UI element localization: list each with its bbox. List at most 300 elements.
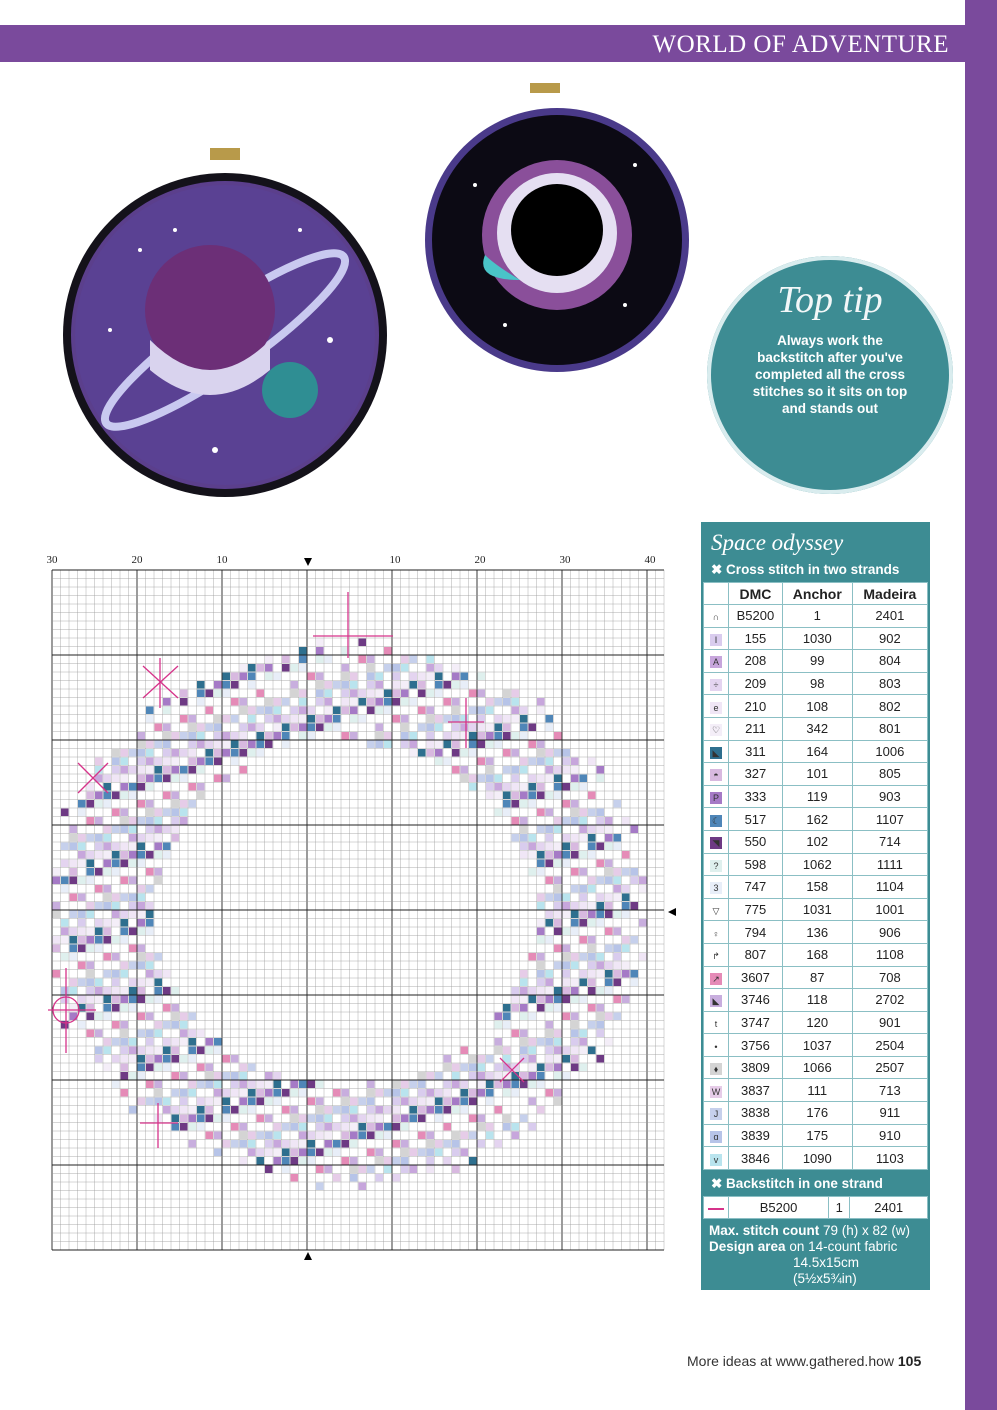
stitch-cell [376, 673, 384, 681]
thread-dmc: 550 [729, 830, 783, 853]
stitch-cell [325, 656, 333, 664]
stitch-cell [367, 681, 375, 689]
stitch-cell [163, 826, 171, 834]
stitch-cell [95, 979, 103, 987]
stitch-cell [622, 868, 630, 876]
stitch-cell [112, 792, 120, 800]
stitch-cell [146, 766, 154, 774]
stitch-cell [418, 1149, 426, 1157]
stitch-cell [206, 724, 214, 732]
stitch-cell [316, 1123, 324, 1131]
backstitch-anchor: 1 [829, 1196, 850, 1219]
stitch-cell [146, 885, 154, 893]
stitch-cell [248, 1140, 256, 1148]
stitch-cell [605, 945, 613, 953]
stitch-cell [299, 1123, 307, 1131]
stitch-cell [223, 741, 231, 749]
thread-madeira: 902 [852, 627, 927, 650]
symbol-swatch: ▽ [710, 905, 722, 917]
stitch-cell [588, 953, 596, 961]
stitch-cell [537, 775, 545, 783]
stitch-cell [155, 996, 163, 1004]
stitch-cell [597, 928, 605, 936]
stitch-cell [291, 690, 299, 698]
stitch-cell [342, 673, 350, 681]
stitch-cell [469, 749, 477, 757]
stitch-cell [121, 843, 129, 851]
stitch-cell [588, 792, 596, 800]
stitch-cell [597, 1030, 605, 1038]
stitch-cell [129, 1021, 137, 1029]
stitch-cell [427, 673, 435, 681]
stitch-cell [571, 945, 579, 953]
stitch-cell [631, 936, 639, 944]
stitch-cell [503, 809, 511, 817]
thread-anchor: 98 [782, 672, 852, 695]
stitch-cell [503, 724, 511, 732]
stitch-cell [180, 800, 188, 808]
stitch-cell [546, 775, 554, 783]
stitch-cell [427, 1166, 435, 1174]
stitch-cell [478, 1123, 486, 1131]
stitch-cell [138, 809, 146, 817]
stitch-cell [257, 741, 265, 749]
stitch-cell [350, 724, 358, 732]
stitch-cell [452, 1106, 460, 1114]
stitch-cell [367, 707, 375, 715]
stitch-cell [129, 996, 137, 1004]
stitch-cell [197, 1047, 205, 1055]
stitch-cell [563, 1081, 571, 1089]
stitch-cell [580, 817, 588, 825]
stitch-cell [469, 783, 477, 791]
stitch-cell [435, 690, 443, 698]
thread-row [704, 898, 928, 921]
stitch-cell [138, 953, 146, 961]
stitch-cell [359, 724, 367, 732]
stitch-cell [146, 826, 154, 834]
stitch-cell [546, 800, 554, 808]
thread-dmc: 794 [729, 921, 783, 944]
stitch-cell [537, 817, 545, 825]
stitch-cell [146, 1013, 154, 1021]
stitch-cell [180, 1106, 188, 1114]
stitch-cell [325, 1166, 333, 1174]
stitch-cell [87, 911, 95, 919]
stitch-cell [461, 690, 469, 698]
stitch-cell [597, 809, 605, 817]
stitch-cell [478, 775, 486, 783]
stitch-cell [197, 1115, 205, 1123]
stitch-cell [376, 1081, 384, 1089]
stitch-cell [316, 1132, 324, 1140]
stitch-cell [571, 860, 579, 868]
stitch-cell [427, 1072, 435, 1080]
stitch-cell [248, 681, 256, 689]
stitch-cell [180, 1089, 188, 1097]
stitch-cell [563, 1072, 571, 1080]
stitch-cell [597, 860, 605, 868]
stitch-cell [172, 826, 180, 834]
stitch-cell [401, 1149, 409, 1157]
stitch-cell [469, 1089, 477, 1097]
stitch-cell [231, 698, 239, 706]
stitch-cell [435, 1064, 443, 1072]
stitch-cell [580, 911, 588, 919]
stitch-cell [427, 664, 435, 672]
stitch-cell [95, 953, 103, 961]
stitch-cell [163, 1098, 171, 1106]
thread-madeira: 1107 [852, 808, 927, 831]
stitch-cell [478, 1038, 486, 1046]
stitch-cell [376, 1115, 384, 1123]
stitch-cell [155, 1064, 163, 1072]
stitch-cell [486, 758, 494, 766]
stitch-cell [342, 724, 350, 732]
stitch-cell [231, 724, 239, 732]
stitch-cell [359, 698, 367, 706]
stitch-cell [563, 758, 571, 766]
stitch-cell [478, 1081, 486, 1089]
stitch-cell [121, 928, 129, 936]
stitch-cell [452, 732, 460, 740]
stitch-cell [554, 741, 562, 749]
stitch-cell [537, 1072, 545, 1080]
stitch-cell [554, 732, 562, 740]
stitch-cell [121, 970, 129, 978]
stitch-cell [401, 707, 409, 715]
stitch-cell [274, 673, 282, 681]
stitch-cell [214, 724, 222, 732]
thread-row [704, 1079, 928, 1102]
stitch-cell [427, 724, 435, 732]
stitch-cell [197, 732, 205, 740]
stitch-cell [605, 936, 613, 944]
stitch-cell [138, 1072, 146, 1080]
stitch-cell [486, 775, 494, 783]
stitch-cell [393, 707, 401, 715]
stitch-cell [257, 681, 265, 689]
thread-row [704, 1056, 928, 1079]
stitch-cell [546, 826, 554, 834]
stitch-cell [316, 664, 324, 672]
stitch-cell [401, 715, 409, 723]
thread-madeira: 805 [852, 763, 927, 786]
stitch-cell [469, 707, 477, 715]
stitch-cell [308, 698, 316, 706]
stitch-cell [520, 800, 528, 808]
stitch-cell [172, 817, 180, 825]
symbol-swatch: v [710, 1154, 722, 1166]
stitch-cell [546, 970, 554, 978]
stitch-cell [546, 860, 554, 868]
stitch-cell [95, 877, 103, 885]
stitch-cell [121, 953, 129, 961]
stitch-cell [240, 664, 248, 672]
stitch-cell [95, 911, 103, 919]
stitch-cell [61, 919, 69, 927]
stitch-cell [189, 1089, 197, 1097]
stitch-cell [571, 894, 579, 902]
stitch-cell [554, 1047, 562, 1055]
thread-symbol [704, 1011, 729, 1034]
stitch-cell [180, 1004, 188, 1012]
stitch-cell [563, 953, 571, 961]
stitch-cell [274, 1115, 282, 1123]
stitch-cell [495, 758, 503, 766]
stitch-cell [512, 1132, 520, 1140]
stitch-cell [257, 1123, 265, 1131]
stitch-cell [129, 1013, 137, 1021]
stitch-cell [172, 987, 180, 995]
stitch-cell [265, 749, 273, 757]
stitch-cell [172, 1047, 180, 1055]
stitch-cell [274, 698, 282, 706]
stitch-cell [146, 936, 154, 944]
stitch-cell [282, 1132, 290, 1140]
stitch-cell [291, 681, 299, 689]
stitch-cell [580, 996, 588, 1004]
stitch-cell [350, 1157, 358, 1165]
stitch-cell [350, 732, 358, 740]
stitch-cell [393, 1098, 401, 1106]
stitch-cell [622, 919, 630, 927]
stitch-cell [274, 681, 282, 689]
stitch-cell [486, 732, 494, 740]
stitch-cell [554, 911, 562, 919]
stitch-cell [274, 1089, 282, 1097]
symbol-swatch: I [710, 634, 722, 646]
stitch-cell [121, 1021, 129, 1029]
thread-anchor: 168 [782, 943, 852, 966]
stitch-cell [333, 1174, 341, 1182]
stitch-cell [554, 843, 562, 851]
stitch-cell [588, 1047, 596, 1055]
stitch-cell [580, 894, 588, 902]
stitch-cell [393, 1174, 401, 1182]
thread-symbol [704, 876, 729, 899]
stitch-cell [520, 749, 528, 757]
stitch-cell [197, 698, 205, 706]
stitch-cell [350, 1140, 358, 1148]
stitch-cell [342, 1132, 350, 1140]
thread-madeira: 1111 [852, 853, 927, 876]
stitch-cell [605, 868, 613, 876]
symbol-swatch: ◥ [710, 837, 722, 849]
cross-stitch-heading: ✖ Cross stitch in two strands [711, 562, 900, 577]
stitch-cell [452, 1081, 460, 1089]
symbol-swatch: ◓ [710, 769, 722, 781]
stitch-cell [146, 800, 154, 808]
stitch-cell [478, 724, 486, 732]
stitch-cell [427, 698, 435, 706]
stitch-cell [274, 724, 282, 732]
stitch-cell [435, 1123, 443, 1131]
symbol-swatch: • [710, 1041, 722, 1053]
stitch-cell [554, 987, 562, 995]
stitch-cell [214, 681, 222, 689]
stitch-cell [503, 1030, 511, 1038]
stitch-cell [333, 656, 341, 664]
thread-madeira: 713 [852, 1079, 927, 1102]
stitch-cell [495, 1030, 503, 1038]
stitch-cell [121, 851, 129, 859]
stitch-cell [163, 1064, 171, 1072]
stitch-cell [197, 766, 205, 774]
stitch-cell [163, 987, 171, 995]
stitch-cell [537, 945, 545, 953]
stitch-cell [197, 775, 205, 783]
stitch-cell [308, 1174, 316, 1182]
stitch-cell [206, 1098, 214, 1106]
stitch-cell [129, 962, 137, 970]
stitch-cell [546, 1055, 554, 1063]
stitch-cell [265, 1115, 273, 1123]
stitch-cell [503, 749, 511, 757]
stitch-cell [529, 868, 537, 876]
stitch-cell [87, 817, 95, 825]
stitch-cell [384, 724, 392, 732]
stitch-cell [563, 1047, 571, 1055]
stitch-cell [163, 1013, 171, 1021]
stitch-cell [537, 826, 545, 834]
stitch-cell [155, 953, 163, 961]
stitch-cell [571, 766, 579, 774]
stitch-cell [172, 800, 180, 808]
stitch-cell [461, 1098, 469, 1106]
stitch-cell [274, 1132, 282, 1140]
stitch-cell [104, 919, 112, 927]
stitch-cell [393, 1149, 401, 1157]
stitch-cell [155, 1089, 163, 1097]
thread-row [704, 921, 928, 944]
stitch-cell [529, 1013, 537, 1021]
stitch-cell [104, 902, 112, 910]
stitch-cell [418, 732, 426, 740]
stitch-cell [537, 902, 545, 910]
stitch-cell [87, 1038, 95, 1046]
stitch-cell [367, 1123, 375, 1131]
stitch-cell [138, 1021, 146, 1029]
thread-anchor: 111 [782, 1079, 852, 1102]
thread-row [704, 740, 928, 763]
stitch-cell [605, 919, 613, 927]
stitch-cell [418, 681, 426, 689]
stitch-cell [384, 1089, 392, 1097]
stitch-cell [605, 911, 613, 919]
stitch-cell [512, 1030, 520, 1038]
thread-row [704, 763, 928, 786]
thread-row [704, 943, 928, 966]
stitch-cell [520, 1021, 528, 1029]
stitch-cell [495, 1072, 503, 1080]
thread-row [704, 989, 928, 1012]
stitch-cell [537, 987, 545, 995]
stitch-cell [376, 1149, 384, 1157]
stitch-cell [563, 877, 571, 885]
stitch-cell [512, 1081, 520, 1089]
stitch-cell [410, 1140, 418, 1148]
stitch-cell [503, 800, 511, 808]
stitch-cell [265, 1166, 273, 1174]
stitch-cell [571, 1047, 579, 1055]
stitch-cell [537, 698, 545, 706]
stitch-cell [197, 1132, 205, 1140]
stitch-cell [282, 724, 290, 732]
stitch-cell [546, 979, 554, 987]
stitch-cell [316, 724, 324, 732]
stitch-cell [486, 1098, 494, 1106]
stitch-cell [401, 1132, 409, 1140]
stitch-cell [325, 698, 333, 706]
stitch-cell [129, 809, 137, 817]
stitch-cell [146, 724, 154, 732]
stitch-cell [197, 792, 205, 800]
stitch-cell [622, 996, 630, 1004]
stitch-cell [401, 647, 409, 655]
stitch-cell [588, 979, 596, 987]
stitch-cell [78, 996, 86, 1004]
stitch-cell [248, 1089, 256, 1097]
stitch-cell [537, 758, 545, 766]
thread-anchor: 118 [782, 989, 852, 1012]
stitch-cell [112, 1055, 120, 1063]
stitch-cell [359, 1123, 367, 1131]
stitch-cell [571, 962, 579, 970]
stitch-cell [588, 1030, 596, 1038]
stitch-cell [112, 749, 120, 757]
stitch-cell [155, 826, 163, 834]
stitch-cell [248, 698, 256, 706]
stitch-cell [146, 707, 154, 715]
stitch-cell [554, 1038, 562, 1046]
stitch-cell [87, 902, 95, 910]
stitch-cell [580, 885, 588, 893]
stitch-cell [435, 664, 443, 672]
stitch-cell [121, 1047, 129, 1055]
stitch-cell [155, 962, 163, 970]
stitch-cell [588, 800, 596, 808]
stitch-cell [520, 826, 528, 834]
stitch-cell [529, 1021, 537, 1029]
thread-madeira: 2504 [852, 1034, 927, 1057]
stitch-cell [299, 1157, 307, 1165]
stitch-cell [401, 690, 409, 698]
stitch-cell [299, 1098, 307, 1106]
stitch-cell [138, 987, 146, 995]
stitch-cell [512, 1123, 520, 1131]
stitch-cell [129, 826, 137, 834]
side-accent-bar [965, 0, 997, 1410]
stitch-cell [172, 792, 180, 800]
stitch-cell [359, 656, 367, 664]
stitch-cell [146, 834, 154, 842]
stitch-cell [359, 1166, 367, 1174]
stitch-cell [367, 741, 375, 749]
stitch-cell [87, 834, 95, 842]
stitch-cell [180, 741, 188, 749]
stitch-cell [529, 1055, 537, 1063]
stitch-cell [571, 817, 579, 825]
stitch-cell [206, 1047, 214, 1055]
stitch-cell [512, 1089, 520, 1097]
stitch-cell [155, 1047, 163, 1055]
stitch-cell [248, 690, 256, 698]
stitch-cell [155, 843, 163, 851]
stitch-cell [87, 868, 95, 876]
colour-key-panel [701, 522, 930, 1290]
stitch-cell [70, 902, 78, 910]
